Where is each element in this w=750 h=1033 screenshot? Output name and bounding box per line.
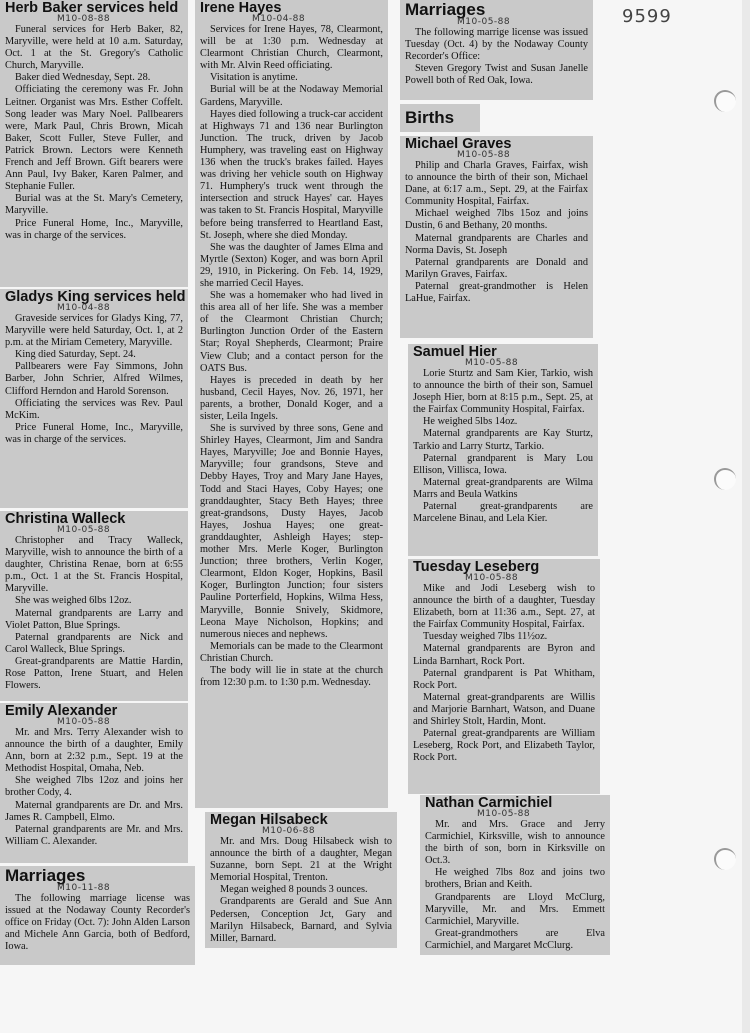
birth-nathan-carmichiel bbox=[420, 795, 610, 955]
clipping-paragraph: Hayes died following a truck-car accident at Highways 71 and 136 near Burlington Junction. The truck, driven by Jacob Humphery, was traveling east on Highway 136 when the truck's brakes failed. Hayes was driving her vehicle south on Highway 71. Humphery's truck went through the intersection and struck Hayes' car. Hayes was taken to St. Francis Hospital, Maryville before being transferred to Heartland East, St. Joseph, where she died Monday. bbox=[200, 108, 383, 241]
clipping-paragraph: Paternal great-grandparents are William Leseberg, Rock Port, and Elizabeth Taylor, Rock Port. bbox=[413, 728, 595, 764]
birth-megan-hilsabeck bbox=[205, 812, 397, 948]
clipping-paragraph: Great-grandmothers are Elva Carmichiel, and Margaret McClurg. bbox=[425, 927, 605, 951]
clipping-paragraph: Paternal grandparents are Mr. and Mrs. William C. Alexander. bbox=[5, 823, 183, 847]
clipping-paragraph: Funeral services for Herb Baker, 82, Maryville, were held at 10 a.m. Saturday, Oct. 1 at the St. Gregory's Catholic Church, Maryville. bbox=[5, 24, 183, 72]
clipping-paragraph: Graveside services for Gladys King, 77, Maryville were held Saturday, Oct. 1, at 2 p.m. at the Miriam Cemetery, Maryville. bbox=[5, 313, 183, 349]
clipping-paragraph: Steven Gregory Twist and Susan Janelle Powell both of Red Oak, Iowa. bbox=[405, 63, 588, 87]
clipping-paragraph: Maternal great-grandparents are Willis and Marjorie Barnhart, Watson, and Duane and Shirley Stolt, Hardin, Mont. bbox=[413, 691, 595, 728]
clipping-heading: Marriages bbox=[405, 0, 486, 19]
clipping-paragraph: The following marrige license was issued Tuesday (Oct. 4) by the Nodaway County Recorder's Office: bbox=[405, 27, 588, 63]
page-number: 9599 bbox=[622, 6, 672, 27]
clipping-paragraph: Burial will be at the Nodaway Memorial Gardens, Maryville. bbox=[200, 84, 383, 108]
clipping-paragraph: Grandparents are Gerald and Sue Ann Pedersen, Conception Jct, Gary and Marilyn Hilsabeck, Barnard, and Sylvia Miller, Barnard. bbox=[210, 896, 392, 944]
clipping-paragraph: Great-grandparents are Mattie Hardin, Rose Patton, Irene Stuart, and Helen Flowers. bbox=[5, 655, 183, 692]
clipping-paragraph: She was the daughter of James Elma and Myrtle (Sexton) Koger, and was born April 29, 1910, in Pickering. On Feb. 14, 1929, she married Cecil Hayes. bbox=[200, 241, 383, 289]
clipping-heading: Samuel Hier bbox=[413, 344, 497, 360]
birth-michael-graves bbox=[400, 136, 593, 338]
clipping-paragraph: Officiating the services was Rev. Paul McKim. bbox=[5, 397, 183, 421]
clipping-paragraph: Hayes is preceded in death by her husband, Cecil Hayes, Nov. 26, 1971, her parents, a brother, Donald Koger, and a sister, Leila Ingels. bbox=[200, 374, 383, 422]
clipping-paragraph: Maternal grandparents are Larry and Violet Patton, Blue Springs. bbox=[5, 607, 183, 631]
obituary-gladys-king bbox=[0, 289, 188, 508]
clipping-paragraph: Price Funeral Home, Inc., Maryville, was in charge of the services. bbox=[5, 421, 183, 445]
clipping-heading: Emily Alexander bbox=[5, 703, 118, 719]
birth-tuesday-leseberg bbox=[408, 559, 600, 794]
marriages-right bbox=[400, 0, 593, 100]
clipping-heading: Nathan Carmichiel bbox=[425, 795, 553, 811]
handwritten-date-note: M10-05-88 bbox=[465, 573, 519, 583]
handwritten-date-note: M10-04-88 bbox=[252, 14, 306, 24]
obituary-herb-baker bbox=[0, 0, 188, 287]
clipping-paragraph: Pallbearers were Fay Simmons, John Barber, John Schrier, Alfred Wilmes, Clifford Herndon and Harold Sorenson. bbox=[5, 361, 183, 397]
punch-hole-top bbox=[714, 90, 736, 112]
clipping-paragraph: Paternal grandparent is Pat Whitham, Rock Port. bbox=[413, 667, 595, 691]
clipping-paragraph: Megan weighed 8 pounds 3 ounces. bbox=[220, 884, 368, 896]
clipping-heading: Marriages bbox=[5, 866, 86, 885]
clipping-paragraph: He weighed 5lbs 14oz. bbox=[423, 416, 518, 428]
clipping-paragraph: Grandparents are Lloyd McClurg, Maryville, Mr. and Mrs. Emmett Carmichiel, Maryville. bbox=[425, 891, 605, 927]
clipping-paragraph: Mr. and Mrs. Doug Hilsabeck wish to announce the birth of a daughter, Megan Suzanne, born Sept. 21 at the Wright Memorial Hospital, Trenton. bbox=[210, 836, 392, 884]
clipping-paragraph: Paternal great-grandparents are Marcelene Binau, and Lela Kier. bbox=[413, 501, 593, 525]
clipping-heading: Megan Hilsabeck bbox=[210, 812, 328, 828]
clipping-paragraph: Philip and Charla Graves, Fairfax, wish to announce the birth of their son, Michael Dane, at 6:17 a.m., Sept. 29, at the Fairfax Community Hospital, Fairfax. bbox=[405, 160, 588, 208]
birth-emily-alexander bbox=[0, 703, 188, 863]
handwritten-date-note: M10-05-88 bbox=[457, 150, 511, 160]
clipping-paragraph: Baker died Wednesday, Sept. 28. bbox=[15, 72, 151, 84]
handwritten-date-note: M10-08-88 bbox=[57, 14, 111, 24]
clipping-paragraph: Maternal great-grandparents are Wilma Marrs and Beula Watkins bbox=[413, 476, 593, 500]
handwritten-date-note: M10-04-88 bbox=[57, 303, 111, 313]
clipping-paragraph: She was weighed 6lbs 12oz. bbox=[15, 595, 132, 607]
clipping-paragraph: He weighed 7lbs 8oz and joins two brothers, Brian and Keith. bbox=[425, 867, 605, 891]
clipping-paragraph: Officiating the ceremony was Fr. John Leitner. Organist was Mrs. Esther Coffelt. Song leader was Mary Noel. Pallbearers were, Mark Paul, Chris Brown, Micah Baker, Scott Fuller, Steve Fuller, and Patrick Brown. Lectors were Kenneth French and Jeff Brown. Gift bearers were Ann Paul, Ivy Baker, Karen Palmer, and Stephanie Fuller. bbox=[5, 84, 183, 193]
clipping-paragraph: Maternal grandparents are Dr. and Mrs. James R. Campbell, Elmo. bbox=[5, 799, 183, 823]
clipping-paragraph: Mr. and Mrs. Grace and Jerry Carmichiel, Kirksville, wish to announce the birth of son, born in Kirksville on Oct.3. bbox=[425, 819, 605, 867]
clipping-paragraph: Maternal grandparents are Charles and Norma Davis, St. Joseph bbox=[405, 232, 588, 256]
clipping-paragraph: She was a homemaker who had lived in this area all of her life. She was a member of the Clearmont Christian Church; Burlington Junction Order of the Eastern Star; Royal Shepherds, Clearmont; Praire View Club; and a contact person for the OATS Bus. bbox=[200, 290, 383, 374]
clipping-paragraph: Price Funeral Home, Inc., Maryville, was in charge of the services. bbox=[5, 217, 183, 241]
birth-christina-walleck bbox=[0, 511, 188, 701]
clipping-paragraph: Michael weighed 7lbs 15oz and joins Dustin, 6 and Bethany, 20 months. bbox=[405, 208, 588, 232]
clipping-paragraph: Lorie Sturtz and Sam Kier, Tarkio, wish to announce the birth of their son, Samuel Joseph Hier, born at 8:15 p.m., Sept. 25, at the Fairfax Community Hospital, Fairfax. bbox=[413, 368, 593, 416]
clipping-paragraph: The following marriage license was issued at the Nodaway County Recorder's office on Friday (Oct. 7): John Alden Larson and Michele Ann Garcia, both of Bedford, Iowa. bbox=[5, 893, 190, 953]
handwritten-date-note: M10-05-88 bbox=[477, 809, 531, 819]
clipping-paragraph: She weighed 7lbs 12oz and joins her brother Cody, 4. bbox=[5, 775, 183, 799]
clipping-heading: Tuesday Leseberg bbox=[413, 559, 540, 575]
birth-samuel-hier bbox=[408, 344, 598, 556]
obituary-irene-hayes bbox=[195, 0, 388, 808]
clipping-paragraph: Memorials can be made to the Clearmont Christian Church. bbox=[200, 640, 383, 664]
clipping-heading: Births bbox=[405, 108, 455, 127]
handwritten-date-note: M10-05-88 bbox=[57, 717, 111, 727]
clipping-paragraph: She is survived by three sons, Gene and Shirley Hayes, Clearmont, Jim and Sandra Hayes, Maryville; Joe and Bonnie Hayes, Maryville; four grandsons, Steve and Debby Hayes, Troy and Mary Jane Hayes, Todd and Staci Hayes, Coby Hayes; one granddaughter, Stacy Beth Hayes; three great-grandsons, Dusty Hayes, Jacob Hayes, Joshua Hayes; one great-granddaughter, Ashleigh Hayes; step-mother Mrs. Merle Koger, Burlington Junction; three brothers, Verlin Koger, Clearmont, Eldon Koger, Hopkins, Basil Koger, Burlington Junction; four sisters Pauline Porterfield, Hopkins, Wilma Hess, Maryville, Bonnie Snively, Skidmore, Leona Maye Nicholson, Hopkins; and numerous nieces and nephews. bbox=[200, 423, 383, 640]
clipping-paragraph: King died Saturday, Sept. 24. bbox=[15, 349, 136, 361]
clipping-heading: Herb Baker services held bbox=[5, 0, 179, 16]
handwritten-date-note: M10-11-88 bbox=[57, 883, 111, 893]
clipping-paragraph: Mr. and Mrs. Terry Alexander wish to announce the birth of a daughter, Emily Ann, born at 2:32 p.m., Sept. 19 at the Methodist Hospital, Omaha, Neb. bbox=[5, 727, 183, 775]
clipping-paragraph: Paternal grandparents are Nick and Carol Walleck, Blue Springs. bbox=[5, 631, 183, 655]
clipping-paragraph: Christopher and Tracy Walleck, Maryville, wish to announce the birth of a daughter, Christina Renae, born at 6:55 p.m., Oct. 1 at the St. Francis Hospital, Maryville. bbox=[5, 535, 183, 595]
handwritten-date-note: M10-05-88 bbox=[457, 17, 511, 27]
clipping-paragraph: Paternal grandparent is Mary Lou Ellison, Villisca, Iowa. bbox=[413, 452, 593, 476]
clipping-paragraph: Paternal grandparents are Donald and Marilyn Graves, Fairfax. bbox=[405, 256, 588, 280]
marriages-left bbox=[0, 866, 195, 965]
clipping-paragraph: Burial was at the St. Mary's Cemetery, Maryville. bbox=[5, 193, 183, 217]
clipping-paragraph: The body will lie in state at the church from 12:30 p.m. to 1:30 p.m. Wednesday. bbox=[200, 664, 383, 689]
punch-hole-middle bbox=[714, 468, 736, 490]
clipping-paragraph: Mike and Jodi Leseberg wish to announce the birth of a daughter, Tuesday Elizabeth, born at 11:36 a.m., Sept. 27, at the Fairfax Community Hospital, Fairfax. bbox=[413, 583, 595, 631]
births-header bbox=[400, 104, 480, 132]
handwritten-date-note: M10-06-88 bbox=[262, 826, 316, 836]
clipping-paragraph: Visitation is anytime. bbox=[210, 72, 298, 84]
clipping-paragraph: Maternal grandparents are Kay Sturtz, Tarkio and Larry Sturtz, Tarkio. bbox=[413, 428, 593, 452]
punch-hole-bottom bbox=[714, 848, 736, 870]
clipping-paragraph: Maternal grandparents are Byron and Linda Barnhart, Rock Port. bbox=[413, 643, 595, 667]
clipping-paragraph: Services for Irene Hayes, 78, Clearmont, will be at 1:30 p.m. Wednesday at Clearmont Christian Church, Clearmont, with Mr. Alvin Reed officiating. bbox=[200, 24, 383, 72]
clipping-heading: Gladys King services held bbox=[5, 289, 186, 305]
clipping-heading: Irene Hayes bbox=[200, 0, 282, 16]
clipping-paragraph: Paternal great-grandmother is Helen LaHue, Fairfax. bbox=[405, 280, 588, 305]
clipping-heading: Michael Graves bbox=[405, 136, 512, 152]
clipping-paragraph: Tuesday weighed 7lbs 11½oz. bbox=[423, 631, 548, 643]
handwritten-date-note: M10-05-88 bbox=[57, 525, 111, 535]
handwritten-date-note: M10-05-88 bbox=[465, 358, 519, 368]
clipping-heading: Christina Walleck bbox=[5, 511, 126, 527]
